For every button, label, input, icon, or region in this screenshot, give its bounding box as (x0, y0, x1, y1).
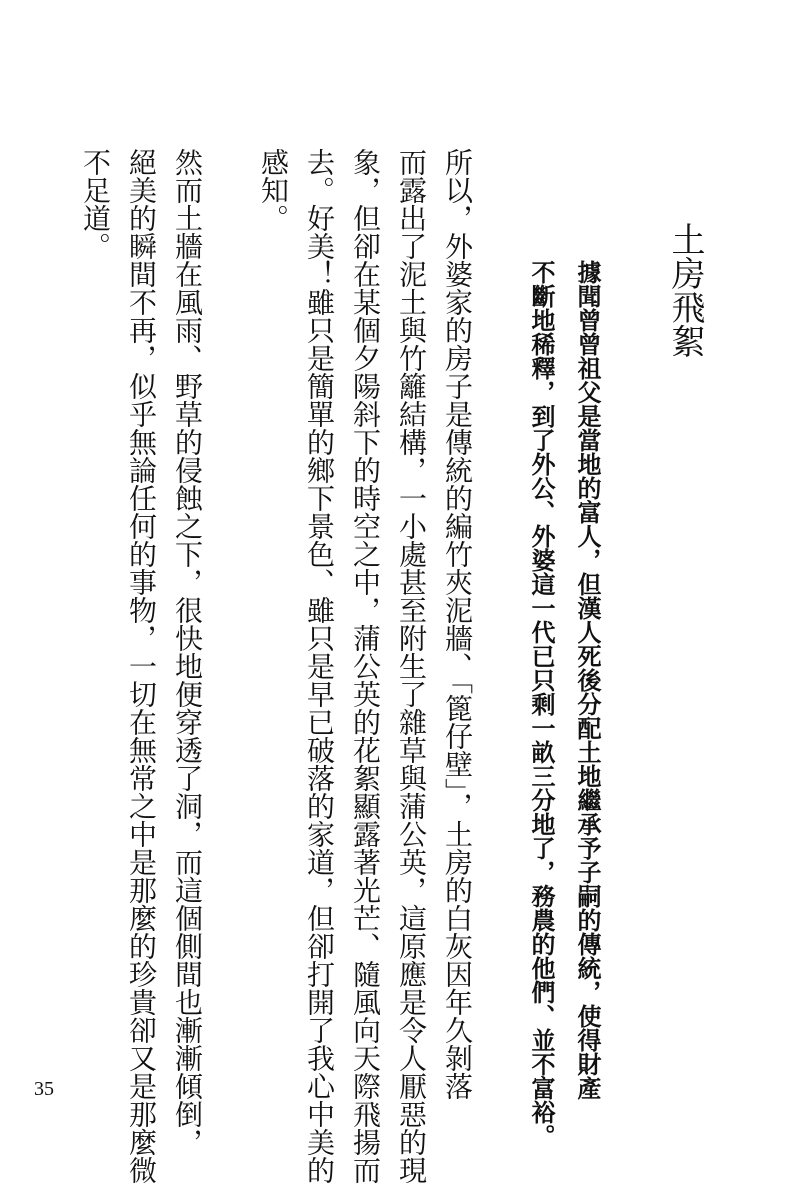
intro-paragraph: 據聞曾曾祖父是當地的富人，但漢人死後分配土地繼承予子嗣的傳統，使得財產 不斷地稀釋，到了外公、外婆這一代已只剩一畝三分地了，務農的他們、並不富裕。 (527, 260, 602, 1148)
body-paragraph-2: 然而土牆在風雨、野草的侵蝕之下，很快地便穿透了洞，而這個側間也漸漸傾倒， 絕美的瞬間不再，似乎無論任何的事物，一切在無常之中是那麼的珍貴卻又是那麼微 不足道。 (79, 148, 204, 1184)
article-title: 土房飛絮 (665, 222, 705, 358)
page-number: 35 (34, 1078, 54, 1100)
body-paragraph-1: 所以，外婆家的房子是傳統的編竹夾泥牆、「篦仔壁」，土房的白灰因年久剝落 而露出了泥土與竹籬結構，一小處甚至附生了雜草與蒲公英，這原應是令人厭惡的現 象，但卻在某個夕陽斜下的時空之中，蒲公英的花絮顯露著光芒、隨風向天際飛揚而 去。好美！雖只是簡單的鄉下景色、雖只是早已破落的家道，但卻打開了我心中美的 感知。 (257, 148, 474, 1184)
